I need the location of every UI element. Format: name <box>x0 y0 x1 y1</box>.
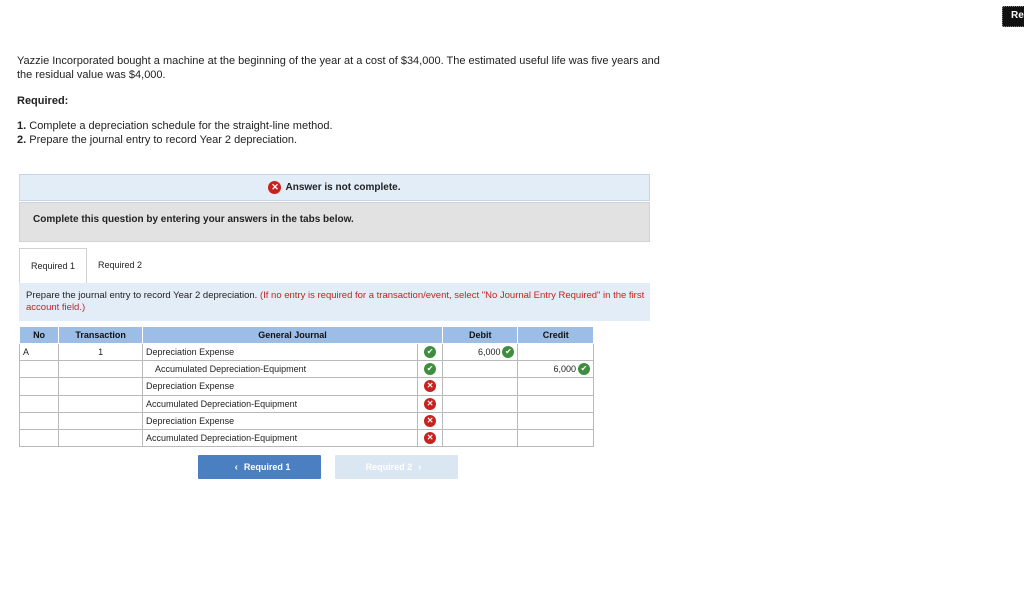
account-status-cell <box>418 344 443 361</box>
debit-field[interactable] <box>443 412 518 429</box>
account-status-cell <box>418 378 443 395</box>
cell-no <box>20 395 59 412</box>
credit-field-value: 6,000 <box>553 364 576 375</box>
account-field[interactable]: Accumulated Depreciation-Equipment <box>143 395 418 412</box>
tab-required-1[interactable]: Required 1 <box>19 248 87 283</box>
debit-field-value: 6,000 <box>477 347 501 358</box>
journal-row <box>20 429 594 446</box>
check-circle-icon: ✔ <box>502 346 514 358</box>
header-transaction: Transaction <box>59 327 143 344</box>
required-heading: Required: <box>17 95 69 107</box>
account-field[interactable]: Accumulated Depreciation-Equipment <box>143 429 418 446</box>
tab-required-2[interactable]: Required 2 <box>98 260 143 270</box>
next-button-label: Required 2 <box>365 462 413 472</box>
requirement-text: Complete a depreciation schedule for the straight-line method. <box>29 120 333 132</box>
account-status-cell <box>418 395 443 412</box>
tab-bar <box>19 248 153 283</box>
credit-field[interactable] <box>518 429 594 446</box>
journal-table <box>19 326 594 447</box>
x-circle-icon: ✕ <box>424 415 436 427</box>
answer-status-banner <box>19 174 650 201</box>
prompt-text: Prepare the journal entry to record Year 2 depreciation. <box>26 290 258 301</box>
cell-no: A <box>20 344 59 361</box>
account-status-cell <box>418 412 443 429</box>
answer-status-text: Answer is not complete. <box>285 182 401 193</box>
cell-transaction <box>59 429 143 446</box>
x-circle-icon: ✕ <box>424 432 436 444</box>
debit-field[interactable] <box>443 361 518 378</box>
credit-field[interactable] <box>518 344 594 361</box>
cell-no <box>20 361 59 378</box>
header-no: No <box>20 327 59 344</box>
x-circle-icon: ✕ <box>424 380 436 392</box>
chevron-left-icon: ‹ <box>234 461 238 473</box>
cell-transaction: 1 <box>59 344 143 361</box>
instructions-bar: Complete this question by entering your answers in the tabs below. <box>19 202 650 242</box>
next-button[interactable] <box>335 455 458 479</box>
problem-line-1: Yazzie Incorporated bought a machine at the beginning of the year at a cost of $34,000. The estimated useful life was five years and <box>17 55 660 67</box>
cell-transaction <box>59 378 143 395</box>
journal-row <box>20 395 594 412</box>
debit-field[interactable] <box>443 344 518 361</box>
cell-transaction <box>59 395 143 412</box>
account-field[interactable]: Depreciation Expense <box>143 412 418 429</box>
credit-field[interactable] <box>518 395 594 412</box>
x-circle-icon: ✕ <box>268 181 281 194</box>
x-circle-icon: ✕ <box>424 398 436 410</box>
account-field[interactable]: Depreciation Expense <box>143 344 418 361</box>
previous-button-label: Required 1 <box>243 462 291 472</box>
requirement-number: 1. <box>17 120 27 132</box>
debit-field[interactable] <box>443 429 518 446</box>
account-status-cell <box>418 429 443 446</box>
credit-field[interactable] <box>518 378 594 395</box>
requirement-text: Prepare the journal entry to record Year 2 depreciation. <box>29 133 298 146</box>
journal-row <box>20 361 594 378</box>
journal-row <box>20 344 594 361</box>
previous-button[interactable] <box>198 455 321 479</box>
account-field[interactable]: Depreciation Expense <box>143 378 418 395</box>
cell-no <box>20 429 59 446</box>
check-circle-icon: ✔ <box>424 363 436 375</box>
credit-field[interactable] <box>518 361 594 378</box>
header-credit: Credit <box>518 327 594 344</box>
header-debit: Debit <box>443 327 518 344</box>
cell-no <box>20 412 59 429</box>
journal-row <box>20 412 594 429</box>
debit-field[interactable] <box>443 395 518 412</box>
debit-field[interactable] <box>443 378 518 395</box>
prompt-box <box>19 283 650 321</box>
journal-row <box>20 378 594 395</box>
requirement-number: 2. <box>17 133 27 146</box>
problem-statement <box>17 55 717 82</box>
account-field[interactable]: Accumulated Depreciation-Equipment <box>143 361 418 378</box>
problem-line-2: the residual value was $4,000. <box>17 68 166 81</box>
prompt-hint: (If no entry is required for a transaction/event, select "No Journal Entry Required" in the first account field.) <box>26 290 645 313</box>
corner-button[interactable]: Re <box>1002 6 1024 27</box>
check-circle-icon: ✔ <box>578 363 590 375</box>
cell-no <box>20 378 59 395</box>
journal-header-row <box>20 327 594 344</box>
chevron-right-icon: › <box>418 461 422 473</box>
cell-transaction <box>59 412 143 429</box>
requirements-list <box>17 120 333 147</box>
requirement-item <box>17 134 333 148</box>
cell-transaction <box>59 361 143 378</box>
credit-field[interactable] <box>518 412 594 429</box>
header-general-journal: General Journal <box>143 327 443 344</box>
requirement-item <box>17 120 333 134</box>
account-status-cell <box>418 361 443 378</box>
check-circle-icon: ✔ <box>424 346 436 358</box>
